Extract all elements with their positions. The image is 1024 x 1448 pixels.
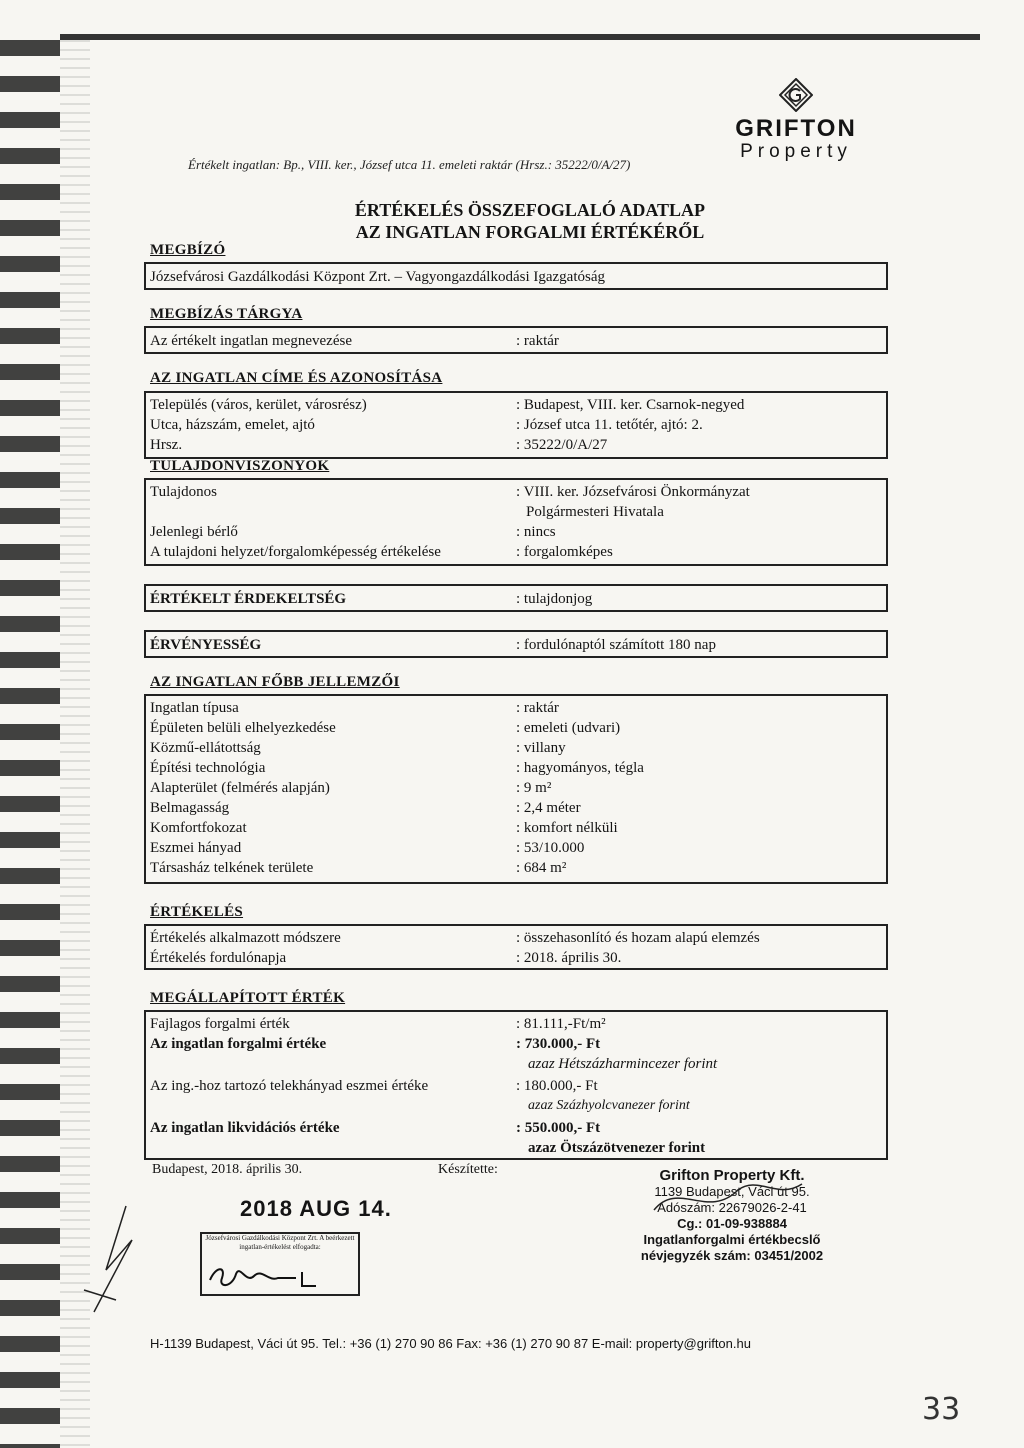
feature-label: Épületen belüli elhelyezkedése — [150, 720, 336, 736]
erdekeltseg-label: ÉRTÉKELT ÉRDEKELTSÉG — [150, 591, 347, 607]
erdekeltseg-value: : tulajdonjog — [516, 591, 593, 607]
feature-value: : 684 m² — [516, 860, 567, 876]
box-tulajdon — [144, 478, 888, 566]
section-tulajdon: TULAJDONVISZONYOK — [150, 458, 330, 474]
appraiser-title: Ingatlanforgalmi értékbecslő — [643, 1232, 821, 1247]
box-ertekeles — [144, 924, 888, 970]
company-reg: Cg.: 01-09-938884 — [677, 1216, 787, 1231]
liquidation-value-label: Az ingatlan likvidációs értéke — [150, 1120, 340, 1136]
doc-title-line1: ÉRTÉKELÉS ÖSSZEFOGLALÓ ADATLAP — [354, 200, 706, 220]
feature-value: : hagyományos, tégla — [516, 760, 644, 776]
market-value-label: Az ingatlan forgalmi értéke — [150, 1036, 327, 1052]
received-date-stamp: 2018 AUG 14. — [240, 1196, 392, 1221]
valuation-value: : 2018. április 30. — [516, 950, 622, 966]
box-jellemzok — [144, 694, 888, 884]
doc-title-line2: AZ INGATLAN FORGALMI ÉRTÉKÉRŐL — [355, 222, 705, 242]
cim-row-label: Utca, házszám, emelet, ajtó — [150, 417, 315, 433]
feature-value: : 9 m² — [516, 780, 552, 796]
status-value: : forgalomképes — [516, 544, 613, 560]
feature-label: Építési technológia — [150, 760, 266, 776]
contact-footer: H-1139 Budapest, Váci út 95. Tel.: +36 (1) 270 90 86 Fax: +36 (1) 270 90 87 E-mail: property@grifton.hu — [150, 1336, 751, 1351]
box-targy — [144, 326, 888, 354]
feature-label: Ingatlan típusa — [150, 700, 239, 716]
ervenyesseg-label: ÉRVÉNYESSÉG — [150, 637, 262, 653]
land-value-label: Az ing.-hoz tartozó telekhányad eszmei értéke — [150, 1078, 429, 1094]
cim-row-value: : 35222/0/A/27 — [516, 437, 608, 453]
targy-label: Az értékelt ingatlan megnevezése — [150, 333, 352, 349]
box-ertek — [144, 1010, 888, 1160]
valuation-label: Értékelés fordulónapja — [150, 950, 287, 966]
scan-top-edge — [60, 34, 980, 40]
scan-binding-edge — [0, 40, 60, 1448]
renter-value: : nincs — [516, 524, 556, 540]
unit-value: : 81.111,-Ft/m² — [516, 1016, 606, 1032]
cim-row-value: : Budapest, VIII. ker. Csarnok-negyed — [516, 397, 745, 413]
owner-label: Tulajdonos — [150, 484, 217, 500]
renter-label: Jelenlegi bérlő — [150, 524, 238, 540]
diamond-g-logo-icon — [779, 78, 813, 112]
property-header-line: Értékelt ingatlan: Bp., VIII. ker., József utca 11. emeleti raktár (Hrsz.: 35222/0/A/27) — [188, 157, 631, 172]
prepared-by-label: Készítette: — [438, 1162, 498, 1177]
section-cim: AZ INGATLAN CÍME ÉS AZONOSÍTÁSA — [150, 370, 443, 386]
place-date: Budapest, 2018. április 30. — [152, 1162, 303, 1177]
company-name: Grifton Property Kft. — [659, 1167, 805, 1184]
section-megbizo: MEGBÍZÓ — [150, 242, 226, 258]
land-value-words: azaz Százhyolcvanezer forint — [528, 1098, 690, 1113]
feature-label: Belmagasság — [150, 800, 230, 816]
megbizo-value: Józsefvárosi Gazdálkodási Központ Zrt. – Vagyongazdálkodási Igazgatóság — [150, 269, 606, 285]
feature-value: : raktár — [516, 700, 559, 716]
feature-value: : 2,4 méter — [516, 800, 581, 816]
company-address: 1139 Budapest, Váci út 95. — [654, 1184, 810, 1199]
feature-value: : komfort nélküli — [516, 820, 618, 836]
cim-row-value: : József utca 11. tetőtér, ajtó: 2. — [516, 417, 703, 433]
owner-value: : VIII. ker. Józsefvárosi Önkormányzat — [516, 484, 750, 500]
feature-label: Eszmei hányad — [150, 840, 242, 856]
ervenyesseg-value: : fordulónaptól számított 180 nap — [516, 637, 716, 653]
feature-value: : emeleti (udvari) — [516, 720, 621, 736]
targy-value: : raktár — [516, 333, 559, 349]
market-value-words: azaz Hétszázharmincezer forint — [528, 1056, 718, 1072]
feature-value: : 53/10.000 — [516, 840, 585, 856]
cim-row-label: Hrsz. — [150, 437, 183, 453]
logo-sub: Property — [740, 141, 852, 162]
section-targy: MEGBÍZÁS TÁRGYA — [150, 306, 303, 322]
box-cim — [144, 391, 888, 459]
box-erdekeltseg — [144, 584, 888, 612]
appraiser-signature — [648, 1170, 808, 1230]
logo-brand: GRIFTON — [735, 115, 857, 142]
box-ervenyesseg — [144, 630, 888, 658]
feature-label: Alapterület (felmérés alapján) — [150, 780, 330, 796]
stamp-signature — [206, 1262, 336, 1292]
valuation-label: Értékelés alkalmazott módszere — [150, 930, 341, 946]
appraiser-reg: névjegyzék szám: 03451/2002 — [640, 1248, 824, 1263]
unit-value-label: Fajlagos forgalmi érték — [150, 1016, 290, 1032]
feature-label: Közmű-ellátottság — [150, 740, 261, 756]
grifton-logo — [726, 78, 866, 162]
feature-label: Társasház telkének területe — [150, 860, 314, 876]
land-value: : 180.000,- Ft — [516, 1078, 598, 1094]
liquidation-value-words: azaz Ötszázötvenezer forint — [528, 1140, 706, 1156]
market-value: : 730.000,- Ft — [516, 1036, 601, 1052]
status-label: A tulajdoni helyzet/forgalomképesség értékelése — [150, 544, 441, 560]
section-jellemzok: AZ INGATLAN FŐBB JELLEMZŐI — [150, 674, 400, 690]
margin-signature — [76, 1200, 140, 1320]
stamp-text: Józsefvárosi Gazdálkodási Központ Zrt. A beérkezett ingatlan-értékelést elfogadta: — [205, 1234, 355, 1251]
section-ertekeles: ÉRTÉKELÉS — [150, 904, 244, 920]
liquidation-value: : 550.000,- Ft — [516, 1120, 601, 1136]
feature-value: : villany — [516, 740, 566, 756]
owner-value-line2: Polgármesteri Hivatala — [526, 504, 664, 520]
section-ertek: MEGÁLLAPÍTOTT ÉRTÉK — [150, 990, 346, 1006]
handwritten-page-number: 33 — [922, 1392, 961, 1427]
company-tax: Adószám: 22679026-2-41 — [657, 1200, 807, 1215]
feature-label: Komfortfokozat — [150, 820, 247, 836]
cim-row-label: Település (város, kerület, városrész) — [150, 397, 367, 413]
valuation-value: : összehasonlító és hozam alapú elemzés — [516, 930, 760, 946]
box-megbizo — [144, 262, 888, 290]
